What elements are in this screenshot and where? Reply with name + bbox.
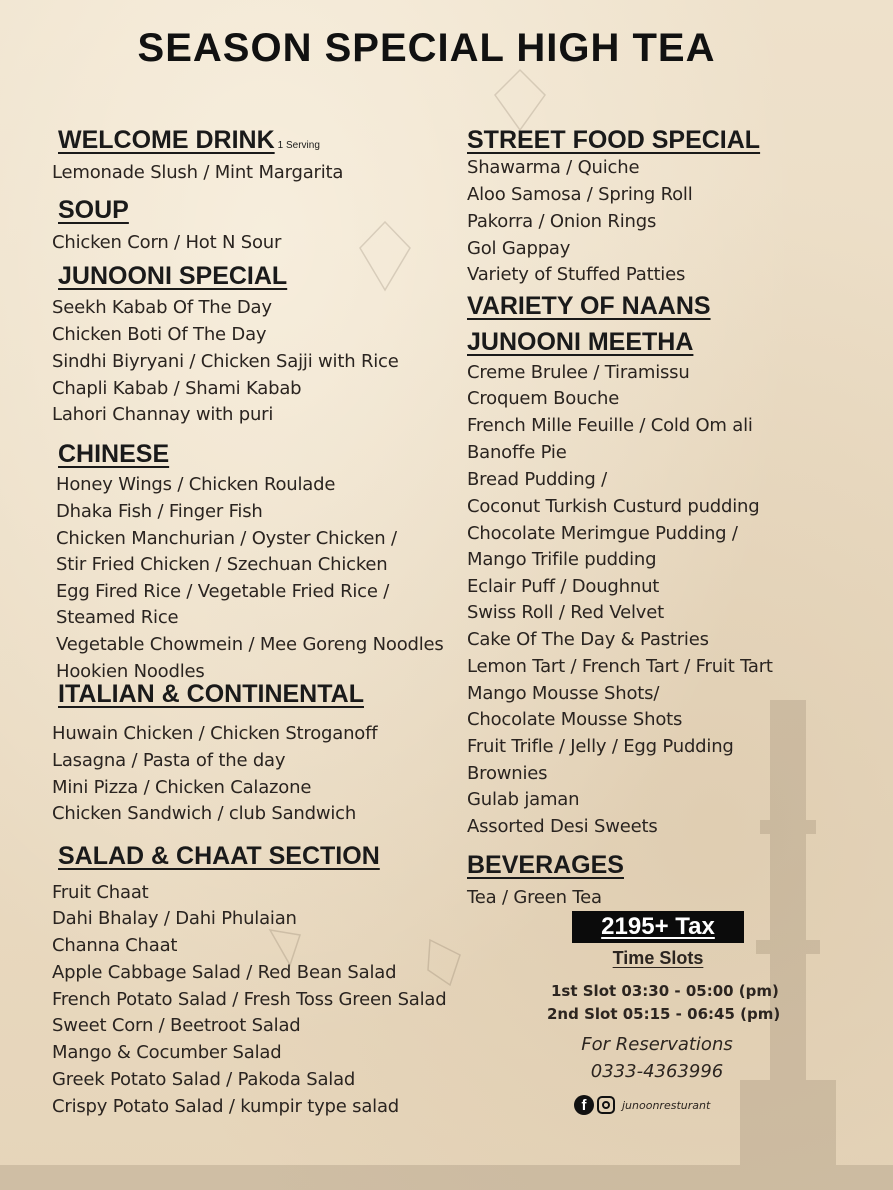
- menu-item: Hookien Noodles: [56, 661, 205, 682]
- menu-item: Gulab jaman: [467, 789, 580, 810]
- menu-item: Egg Fired Rice / Vegetable Fried Rice /: [56, 581, 390, 602]
- page-title: SEASON SPECIAL HIGH TEA: [137, 26, 716, 70]
- time-slot: 1st Slot 03:30 - 05:00 (pm): [551, 982, 779, 1000]
- menu-item: Gol Gappay: [467, 238, 571, 259]
- section-heading-junooni-meetha: JUNOONI MEETHA: [467, 328, 694, 356]
- menu-item: Coconut Turkish Custurd pudding: [467, 496, 760, 517]
- menu-item: Croquem Bouche: [467, 388, 620, 409]
- menu-item: Steamed Rice: [56, 607, 179, 628]
- menu-item: Dhaka Fish / Finger Fish: [56, 501, 263, 522]
- menu-item: Brownies: [467, 763, 548, 784]
- menu-item: Seekh Kabab Of The Day: [52, 297, 272, 318]
- section-heading-soup: SOUP: [58, 196, 129, 224]
- reservations-phone[interactable]: 0333-4363996: [590, 1061, 724, 1082]
- time-slot: 2nd Slot 05:15 - 06:45 (pm): [547, 1005, 781, 1023]
- menu-item: Creme Brulee / Tiramissu: [467, 362, 690, 383]
- menu-item: Mango & Cocumber Salad: [52, 1042, 282, 1063]
- menu-item: Vegetable Chowmein / Mee Goreng Noodles: [56, 634, 444, 655]
- menu-item: Lemon Tart / French Tart / Fruit Tart: [467, 656, 773, 677]
- menu-item: Lemonade Slush / Mint Margarita: [52, 162, 344, 183]
- section-heading-street-food: STREET FOOD SPECIAL: [467, 126, 761, 154]
- instagram-icon[interactable]: [597, 1096, 615, 1114]
- menu-item: Sweet Corn / Beetroot Salad: [52, 1015, 301, 1036]
- section-heading-beverages: BEVERAGES: [467, 851, 624, 879]
- menu-item: Stir Fried Chicken / Szechuan Chicken: [56, 554, 388, 575]
- menu-item: Variety of Stuffed Patties: [467, 264, 686, 285]
- menu-item: Banoffe Pie: [467, 442, 567, 463]
- serving-note: 1 Serving: [277, 140, 320, 151]
- section-heading-junooni-special: JUNOONI SPECIAL: [58, 262, 288, 290]
- social-handle[interactable]: junoonresturant: [622, 1098, 711, 1112]
- menu-item: Tea / Green Tea: [467, 887, 602, 908]
- menu-item: Honey Wings / Chicken Roulade: [56, 474, 336, 495]
- menu-item: Eclair Puff / Doughnut: [467, 576, 660, 597]
- menu-item: Huwain Chicken / Chicken Stroganoff: [52, 723, 378, 744]
- menu-item: Chicken Corn / Hot N Sour: [52, 232, 282, 253]
- menu-item: Swiss Roll / Red Velvet: [467, 602, 664, 623]
- menu-item: Mini Pizza / Chicken Calazone: [52, 777, 312, 798]
- social-links: [574, 1095, 710, 1115]
- menu-item: Shawarma / Quiche: [467, 157, 640, 178]
- time-slots-heading: Time Slots: [612, 948, 704, 968]
- menu-item: Chicken Boti Of The Day: [52, 324, 267, 345]
- menu-item: Pakorra / Onion Rings: [467, 211, 657, 232]
- menu-item: Sindhi Biyryani / Chicken Sajji with Rice: [52, 351, 399, 372]
- menu-item: Fruit Trifle / Jelly / Egg Pudding: [467, 736, 734, 757]
- menu-item: Crispy Potato Salad / kumpir type salad: [52, 1096, 400, 1117]
- menu-item: Fruit Chaat: [52, 882, 149, 903]
- menu-item: French Mille Feuille / Cold Om ali: [467, 415, 753, 436]
- menu-item: Lasagna / Pasta of the day: [52, 750, 286, 771]
- menu-item: Cake Of The Day & Pastries: [467, 629, 709, 650]
- menu-item: Aloo Samosa / Spring Roll: [467, 184, 693, 205]
- menu-item: Greek Potato Salad / Pakoda Salad: [52, 1069, 356, 1090]
- section-heading-salad-chaat: SALAD & CHAAT SECTION: [58, 842, 380, 870]
- menu-item: Lahori Channay with puri: [52, 404, 274, 425]
- facebook-icon[interactable]: f: [574, 1095, 594, 1115]
- section-heading-chinese: CHINESE: [58, 440, 170, 468]
- menu-item: Mango Trifile pudding: [467, 549, 657, 570]
- menu-item: Channa Chaat: [52, 935, 178, 956]
- menu-item: French Potato Salad / Fresh Toss Green Salad: [52, 989, 447, 1010]
- menu-item: Chicken Sandwich / club Sandwich: [52, 803, 357, 824]
- menu-item: Bread Pudding /: [467, 469, 608, 490]
- menu-item: Chocolate Mousse Shots: [467, 709, 683, 730]
- menu-item: Apple Cabbage Salad / Red Bean Salad: [52, 962, 397, 983]
- section-heading-naans: VARIETY OF NAANS: [467, 292, 711, 320]
- section-heading-italian-continental: ITALIAN & CONTINENTAL: [58, 680, 364, 708]
- menu-item: Chapli Kabab / Shami Kabab: [52, 378, 302, 399]
- menu-item: Chocolate Merimgue Pudding /: [467, 523, 738, 544]
- menu-item: Assorted Desi Sweets: [467, 816, 658, 837]
- menu-item: Dahi Bhalay / Dahi Phulaian: [52, 908, 297, 929]
- menu-item: Mango Mousse Shots/: [467, 683, 660, 704]
- menu-item: Chicken Manchurian / Oyster Chicken /: [56, 528, 397, 549]
- price-badge: 2195+ Tax: [572, 911, 744, 943]
- reservations-label: For Reservations: [581, 1034, 733, 1055]
- section-heading-welcome-drink: WELCOME DRINK 1 Serving: [58, 126, 320, 154]
